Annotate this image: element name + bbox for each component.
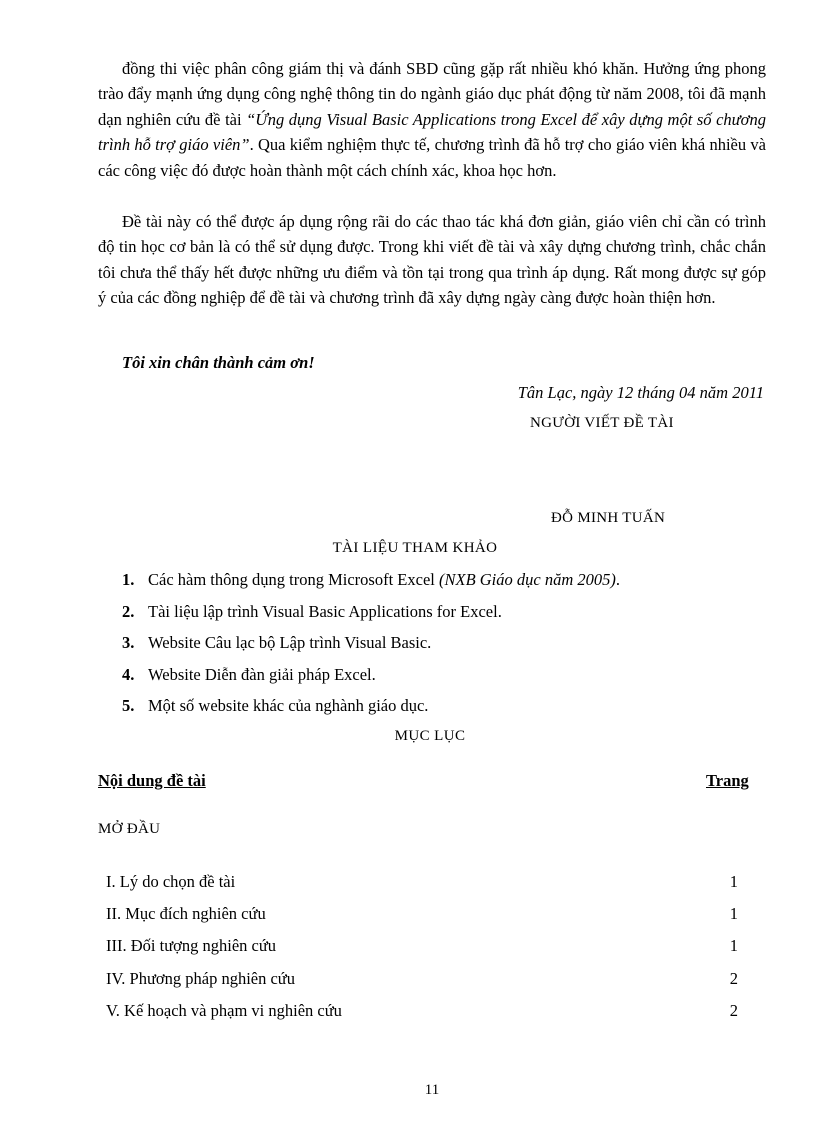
reference-number: 4. [122,664,135,684]
page-number: 11 [424,1082,440,1098]
author-label: NGƯỜI VIẾT ĐỀ TÀI [530,415,674,431]
paragraph-1-title-italic: “Ứng dụng Visual Basic Applications trong Excel để xây dựng một số chương trình hỗ trợ giáo viên” [98,109,766,155]
toc-row [106,1000,746,1032]
toc-row [106,903,746,935]
toc-row-page: 2 [729,1000,738,1020]
toc-title: MỤC LỤC [394,728,466,744]
reference-text: Các hàm thông dụng trong Microsoft Excel [148,570,439,589]
closing-thanks: Tôi xin chân thành cảm ơn! [122,353,315,372]
reference-number: 2. [122,601,135,621]
references-list [122,568,620,726]
toc-row [106,871,746,903]
toc-row-page: 1 [729,904,738,924]
references-title: TÀI LIỆU THAM KHẢO [332,540,498,556]
reference-tail: . [615,570,621,589]
paragraph-2: Đề tài này có thể được áp dụng rộng rãi do các thao tác khá đơn giản, giáo viên chỉ cần có trình độ tin học cơ bản là có thể sử dụng được. Trong khi viết đề tài và xây dựng chương trình, chắc chắn tôi chưa thể thấy hết được những ưu điểm và tồn tại trong qua trình áp dụng. Rất mong được sự góp ý của các đồng nghiệp để đề tài và chương trình đã xây dựng ngày càng được hoàn thiện hơn. [98,212,766,308]
toc-row-page: 1 [729,936,738,956]
author-name: ĐỖ MINH TUẤN [551,510,666,526]
toc-row-label: V. Kế hoạch và phạm vi nghiên cứu [106,1000,342,1020]
reference-text: Tài liệu lập trình Visual Basic Applications for Excel. [148,601,502,621]
toc-row [106,968,746,1000]
paragraph-1-text-a: đồng thi việc phân công giám thị và đánh SBD cũng gặp rất nhiều khó khăn. Hưởng ứng phong trào đẩy mạnh ứng dụng công nghệ thông tin do ngành giáo dục phát động từ năm 2008, tôi đã mạnh dạn nghiên cứu đề tài [98,59,766,129]
reference-italic: (NXB Giáo dục năm 2005) [438,570,616,589]
toc-rows [106,871,746,1032]
reference-text: Một số website khác của nghành giáo dục. [148,696,429,715]
reference-number: 5. [122,696,135,715]
reference-item [122,600,620,632]
reference-item [122,663,620,695]
toc-section-label: MỞ ĐẦU [98,821,161,837]
reference-text: Website Câu lạc bộ Lập trình Visual Basic. [148,633,432,652]
toc-row-page: 2 [729,968,738,988]
toc-column-page: Trang [706,771,749,790]
reference-item [122,694,620,726]
reference-number: 3. [122,633,135,652]
toc-row [106,935,746,967]
toc-row-label: I. Lý do chọn đề tài [106,872,236,891]
reference-item [122,631,620,663]
toc-row-label: IV. Phương pháp nghiên cứu [106,968,296,988]
toc-row-page: 1 [729,872,738,891]
toc-row-label: II. Mục đích nghiên cứu [106,904,266,924]
paragraph-1 [98,56,766,183]
reference-number: 1. [122,570,135,589]
toc-row-label: III. Đối tượng nghiên cứu [106,936,277,956]
paragraph-1-text-b: . Qua kiểm nghiệm thực tế, chương trình đã hỗ trợ cho giáo viên khá nhiều và các công việc đó được hoàn thành một cách chính xác, khoa học hơn. [98,135,766,180]
reference-item [122,568,620,600]
toc-column-content: Nội dung đề tài [98,771,206,790]
place-date: Tân Lạc, ngày 12 tháng 04 năm 2011 [517,383,764,402]
reference-text: Website Diễn đàn giải pháp Excel. [148,664,376,684]
